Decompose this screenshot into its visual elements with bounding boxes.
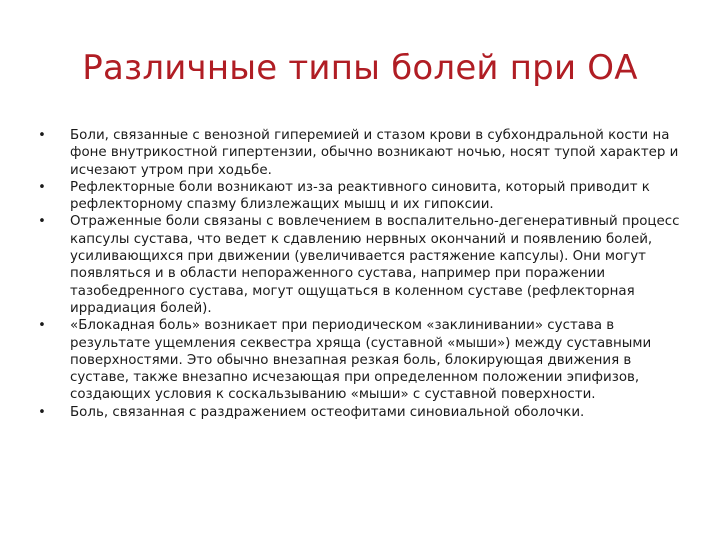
bullet-dot-icon: • <box>38 179 46 195</box>
bullet-dot-icon: • <box>38 404 46 420</box>
bullet-text: Боль, связанная с раздражением остеофитами синовиальной оболочки. <box>70 404 585 420</box>
slide-title: Различные типы болей при ОА <box>82 48 638 88</box>
bullet-text: Рефлекторные боли возникают из-за реактивного синовита, который приводит к рефлекторному спазму близлежащих мышц и их гипоксии. <box>70 179 650 213</box>
bullet-text: Боли, связанные с венозной гиперемией и стазом крови в субхондральной кости на фоне внутрикостной гипертензии, обычно возникают ночью, носят тупой характер и исчезают утром при ходьбе. <box>70 128 679 178</box>
bullet-dot-icon: • <box>38 214 46 230</box>
bullet-dot-icon: • <box>38 318 46 334</box>
bullet-item <box>36 179 686 214</box>
bullet-item <box>36 404 686 421</box>
bullet-item <box>36 127 686 179</box>
bullet-item <box>36 213 686 317</box>
bullet-list <box>36 127 686 421</box>
bullet-item <box>36 317 686 403</box>
bullet-text: Отраженные боли связаны с вовлечением в воспалительно-дегенеративный процесс капсулы сустава, что ведет к сдавлению нервных окончаний и появлению болей, усиливающихся при движении (увеличивается растяжение капсулы). Они могут появляться и в области непораженного сустава, например при поражении тазобедренного сустава, могут ощущаться в коленном суставе (рефлекторная иррадиация болей). <box>70 214 680 316</box>
bullet-text: «Блокадная боль» возникает при периодическом «заклинивании» сустава в результате ущемления секвестра хряща (суставной «мыши») между суставными поверхностями. Это обычно внезапная резкая боль, блокирующая движения в суставе, также внезапно исчезающая при определенном положении эпифизов, создающих условия к соскальзыванию «мыши» с суставной поверхности. <box>70 318 652 403</box>
bullet-dot-icon: • <box>38 128 46 143</box>
